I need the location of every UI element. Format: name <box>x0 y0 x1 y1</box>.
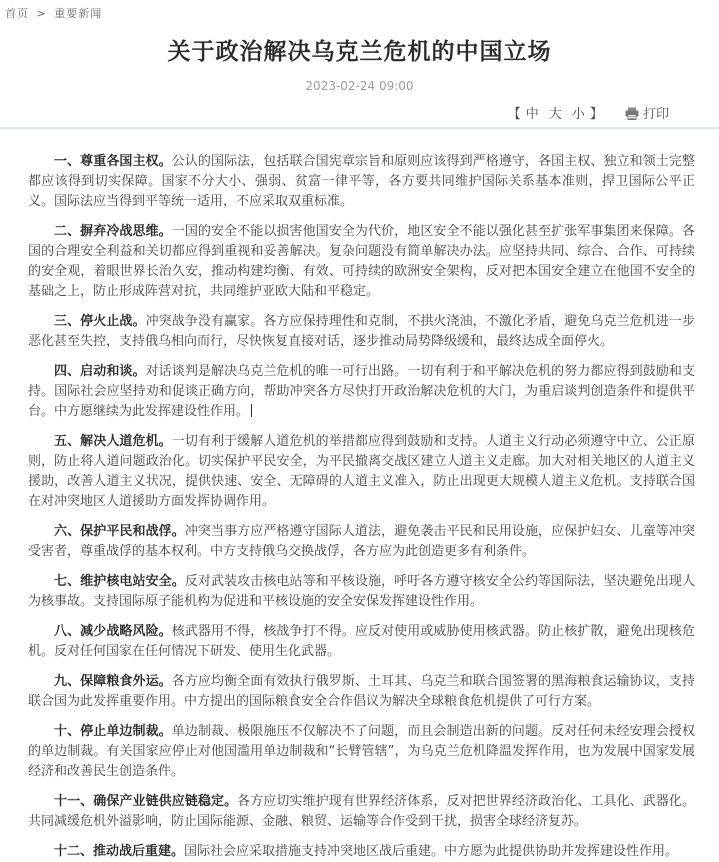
article-paragraph-2 <box>28 222 695 302</box>
paragraph-text: 各方应切实维护现有世界经济体系，反对把世界经济政治化、工具化、武器化。共同减缓危机外溢影响，防止国际能源、金融、粮贸、运输等合作受到干扰，损害全球经济复苏。 <box>28 794 695 829</box>
bracket-close: 】 <box>589 107 603 122</box>
article-paragraph-11 <box>28 792 695 832</box>
page-title: 关于政治解决乌克兰危机的中国立场 <box>167 39 552 65</box>
paragraph-text: 冲突战争没有赢家。各方应保持理性和克制，不拱火浇油，不激化矛盾，避免乌克兰危机进一步恶化甚至失控，支持俄乌相向而行，尽快恢复直接对话，逐步推动局势降级缓和，最终达成全面停火。 <box>28 314 695 349</box>
article-paragraph-4 <box>28 362 695 422</box>
paragraph-lead: 一、尊重各国主权。 <box>54 154 172 169</box>
article-paragraph-8 <box>28 622 695 662</box>
paragraph-text: 一国的安全不能以损害他国安全为代价，地区安全不能以强化甚至扩张军事集团来保障。各国的合理安全利益和关切都应得到重视和妥善解决。复杂问题没有简单解决办法。应坚持共同、综合、合作、可持续的安全观，着眼世界长治久安，推动构建均衡、有效、可持续的欧洲安全架构，反对把本国安全建立在他国不安全的基础之上，防止形成阵营对抗，共同维护亚欧大陆和平稳定。 <box>28 224 695 299</box>
paragraph-text: 一切有利于缓解人道危机的举措都应得到鼓励和支持。人道主义行动必须遵守中立、公正原则，防止将人道问题政治化。切实保护平民安全，为平民撤离交战区建立人道主义走廊。加大对相关地区的人道主义援助，改善人道主义状况，提供快速、安全、无障碍的人道主义准入，防止出现更大规模人道主义危机。支持联合国在对冲突地区人道援助方面发挥协调作用。 <box>28 434 695 509</box>
paragraph-lead: 五、解决人道危机。 <box>54 434 172 449</box>
breadcrumb-home-link[interactable]: 首页 <box>5 7 29 20</box>
breadcrumb-separator: > <box>36 7 47 20</box>
print-button-label: 打印 <box>642 107 669 122</box>
paragraph-text: 单边制裁、极限施压不仅解决不了问题，而且会制造出新的问题。反对任何未经安理会授权的单边制裁。有关国家应停止对他国滥用单边制裁和“长臂管辖”，为乌克兰危机降温发挥作用，也为发展中国家发展经济和改善民生创造条件。 <box>28 724 695 779</box>
paragraph-text: 对话谈判是解决乌克兰危机的唯一可行出路。一切有利于和平解决危机的努力都应得到鼓励和支持。国际社会应坚持劝和促谈正确方向，帮助冲突各方尽快打开政治解决危机的大门，为重启谈判创造条件和提供平台。中方愿继续为此发挥建设性作用。 <box>28 364 695 419</box>
article-paragraph-9 <box>28 672 695 712</box>
paragraph-text: 核武器用不得，核战争打不得。应反对使用或威胁使用核武器。防止核扩散，避免出现核危机。反对任何国家在任何情况下研发、使用生化武器。 <box>28 624 695 659</box>
paragraph-lead: 六、保护平民和战俘。 <box>54 524 185 539</box>
font-size-large-button[interactable]: 大 <box>548 107 562 122</box>
article-paragraph-12 <box>28 842 695 862</box>
paragraph-text: 国际社会应采取措施支持冲突地区战后重建。中方愿为此提供协助并发挥建设性作用。 <box>184 844 679 859</box>
document-header <box>0 33 719 93</box>
paragraph-lead: 八、减少战略风险。 <box>54 624 172 639</box>
article-paragraph-3 <box>28 312 695 352</box>
paragraph-text: 各方应均衡全面有效执行俄罗斯、土耳其、乌克兰和联合国签署的黑海粮食运输协议，支持联合国为此发挥重要作用。中方提出的国际粮食安全合作倡议为解决全球粮食危机提供了可行方案。 <box>28 674 695 709</box>
paragraph-text: 反对武装攻击核电站等和平核设施，呼吁各方遵守核安全公约等国际法，坚决避免出现人为核事故。支持国际原子能机构为促进和平核设施的安全安保发挥建设性作用。 <box>28 574 695 609</box>
paragraph-lead: 四、启动和谈。 <box>54 364 146 379</box>
article-body <box>0 130 719 862</box>
article-paragraph-7 <box>28 572 695 612</box>
print-button[interactable] <box>625 103 669 122</box>
breadcrumb-section-link[interactable]: 重要新闻 <box>54 7 103 20</box>
paragraph-text: 公认的国际法，包括联合国宪章宗旨和原则应该得到严格遵守，各国主权、独立和领土完整都应该得到切实保障。国家不分大小、强弱、贫富一律平等，各方要共同维护国际关系基本准则，捍卫国际公平正义。国际法应当得到平等统一适用，不应采取双重标准。 <box>28 154 695 209</box>
article-paragraph-10 <box>28 722 695 782</box>
article-paragraph-6 <box>28 522 695 562</box>
printer-icon <box>625 107 643 122</box>
paragraph-lead: 九、保障粮食外运。 <box>54 674 172 689</box>
font-size-switcher <box>508 107 603 122</box>
paragraph-lead: 二、摒弃冷战思维。 <box>54 224 172 239</box>
text-cursor <box>251 404 252 417</box>
publish-date: 2023-02-24 09:00 <box>305 79 414 93</box>
article-paragraph-1 <box>28 152 695 212</box>
font-size-medium-button[interactable]: 中 <box>525 107 539 122</box>
paragraph-lead: 十一、确保产业链供应链稳定。 <box>54 794 238 809</box>
bracket-open: 【 <box>507 107 521 122</box>
article-toolbar <box>0 103 719 121</box>
font-size-small-button[interactable]: 小 <box>571 107 585 122</box>
paragraph-lead: 三、停火止战。 <box>54 314 146 329</box>
paragraph-text: 冲突当事方应严格遵守国际人道法，避免袭击平民和民用设施，应保护妇女、儿童等冲突受害者，尊重战俘的基本权利。中方支持俄乌交换战俘，各方应为此创造更多有利条件。 <box>28 524 695 559</box>
paragraph-lead: 十、停止单边制裁。 <box>54 724 172 739</box>
breadcrumb <box>0 0 719 21</box>
paragraph-lead: 十二、推动战后重建。 <box>54 844 185 859</box>
paragraph-lead: 七、维护核电站安全。 <box>54 574 185 589</box>
article-paragraph-5 <box>28 432 695 512</box>
